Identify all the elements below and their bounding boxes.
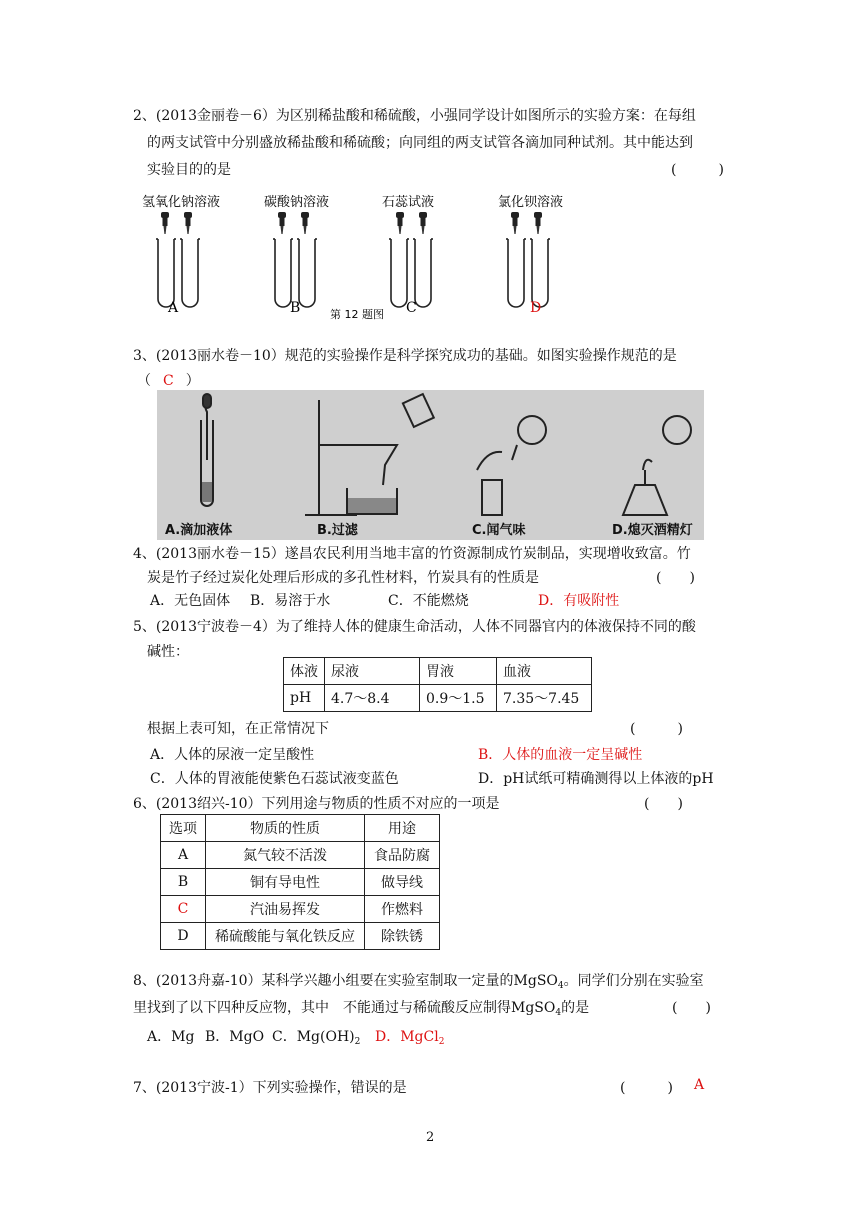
option-b-label: B [290, 300, 301, 316]
caption-a: A.滴加液体 [165, 523, 233, 538]
q2-line-2: 的两支试管中分别盛放稀盐酸和稀硫酸；向同组的两支试管各滴加同种试剂。其中能达到 [147, 135, 693, 151]
lab-operations-drawing [157, 390, 704, 540]
q8-line-2-subscript: 4 [555, 1008, 562, 1018]
q8-line-2 [133, 997, 589, 1018]
test-tube-figure [130, 188, 600, 323]
q6-line-1: 6、(2013绍兴-10）下列用途与物质的性质不对应的一项是 [133, 796, 500, 812]
q3-line-1: 3、(2013丽水卷－10）规范的实验操作是科学探究成功的基础。如图实验操作规范的是 [133, 348, 677, 364]
caption-d: D.熄灭酒精灯 [612, 523, 693, 538]
q8-line-1-subscript: 4 [557, 981, 564, 991]
caption-b: B.过滤 [317, 523, 358, 538]
q5-option-b: B．人体的血液一定呈碱性 [478, 747, 643, 763]
usage-cell: 食品防腐 [365, 842, 440, 869]
usage-table-row [161, 869, 440, 896]
tube-pair-c [389, 212, 433, 307]
q4-line-1: 4、(2013丽水卷－15）遂昌农民利用当地丰富的竹资源制成竹炭制品，实现增收致富。竹 [133, 546, 691, 562]
usage-header-cell: 物质的性质 [206, 815, 365, 842]
usage-cell: 铜有导电性 [206, 869, 365, 896]
q8-option-a: A．Mg [147, 1029, 195, 1045]
ph-header-cell: 体液 [284, 658, 325, 685]
caption-c: C.闻气味 [472, 523, 526, 538]
q8-option-c-text: C．Mg(OH) [272, 1029, 355, 1045]
option-a-label: A [168, 300, 179, 316]
usage-cell: 汽油易挥发 [206, 896, 365, 923]
usage-cell: 稀硫酸能与氧化铁反应 [206, 923, 365, 950]
q8-line-1-text: 8、(2013舟嘉-10）某科学兴趣小组要在实验室制取一定量的MgSO [133, 973, 558, 989]
ph-header-cell: 胃液 [420, 658, 497, 685]
ph-cell: 0.9～1.5 [420, 685, 497, 712]
ph-table-row [284, 685, 592, 712]
usage-cell: A [161, 842, 206, 869]
usage-cell: 氮气较不活泼 [206, 842, 365, 869]
q5-option-c: C．人体的胃液能使紫色石蕊试液变蓝色 [150, 771, 399, 787]
q2-line-1: 2、(2013金丽卷－6）为区别稀盐酸和稀硫酸，小强同学设计如图所示的实验方案：在每组 [133, 108, 696, 124]
figure-caption: 第 12 题图 [330, 308, 384, 321]
q5-line-1: 5、(2013宁波卷－4）为了维持人体的健康生命活动，人体不同器官内的体液保持不同的酸 [133, 619, 696, 635]
q8-option-c-subscript: 2 [354, 1037, 361, 1047]
tube-pair-b [273, 212, 317, 307]
q7-answer-paren: ( ) [620, 1080, 673, 1096]
q8-option-b: B．MgO [205, 1029, 265, 1045]
q3-answer-line [137, 370, 200, 390]
option-d-label: D [530, 300, 542, 316]
q4-option-a: A．无色固体 [150, 593, 231, 609]
ph-cell: 4.7～8.4 [325, 685, 420, 712]
q2-answer-paren: ( ) [671, 162, 724, 178]
option-c-label: C [406, 300, 417, 316]
q8-line-1 [133, 970, 704, 991]
usage-header-cell: 选项 [161, 815, 206, 842]
reagent-label-b: 碳酸钠溶液 [264, 195, 330, 210]
smelling-gas-illustration [477, 416, 546, 515]
dropping-liquid-illustration [201, 394, 213, 506]
ph-cell: 7.35～7.45 [497, 685, 592, 712]
q2-line-3: 实验目的的是 [147, 162, 231, 178]
usage-cell: B [161, 869, 206, 896]
q8-option-c [272, 1026, 360, 1047]
usage-table [160, 814, 440, 950]
alcohol-lamp-illustration [623, 416, 691, 515]
ph-cell: pH [284, 685, 325, 712]
usage-table-row [161, 896, 440, 923]
q4-option-c: C．不能燃烧 [388, 593, 469, 609]
q8-option-d-text: D．MgCl [375, 1029, 439, 1045]
q3-paren-close: ） [185, 373, 200, 389]
usage-table-header [161, 815, 440, 842]
q8-line-2-tail: 的是 [561, 1000, 590, 1016]
q4-option-b: B．易溶于水 [250, 593, 331, 609]
usage-table-row [161, 842, 440, 869]
ph-table-header [284, 658, 592, 685]
lab-operations-photo [157, 390, 704, 540]
usage-table-row [161, 923, 440, 950]
q4-answer-paren: ( ) [656, 570, 695, 586]
usage-cell: 做导线 [365, 869, 440, 896]
q7-line-1: 7、(2013宁波-1）下列实验操作，错误的是 [133, 1080, 407, 1096]
q7-answer: A [694, 1077, 705, 1093]
usage-cell: D [161, 923, 206, 950]
usage-cell: 作燃料 [365, 896, 440, 923]
q8-line-2-text: 里找到了以下四种反应物，其中 不能通过与稀硫酸反应制得MgSO [133, 1000, 556, 1016]
q4-option-d: D．有吸附性 [538, 593, 620, 609]
ph-header-cell: 血液 [497, 658, 592, 685]
q8-option-d [375, 1026, 444, 1047]
ph-header-cell: 尿液 [325, 658, 420, 685]
q5-line-3: 根据上表可知，在正常情况下 [147, 721, 329, 737]
filtration-illustration [305, 394, 434, 515]
q3-paren-open: （ [137, 373, 151, 389]
page-number: 2 [426, 1130, 435, 1145]
reagent-label-d: 氯化钡溶液 [498, 195, 564, 210]
reagent-label-c: 石蕊试液 [382, 195, 435, 210]
tube-pair-d [506, 212, 550, 307]
q3-answer: C [163, 373, 174, 389]
q8-option-d-subscript: 2 [438, 1037, 445, 1047]
q8-answer-paren: ( ) [672, 1000, 711, 1016]
q6-answer-paren: ( ) [644, 796, 683, 812]
q5-line-2: 碱性： [147, 644, 189, 660]
tube-pair-a [156, 212, 200, 307]
q5-option-d: D．pH试纸可精确测得以上体液的pH [478, 771, 714, 787]
usage-cell: 除铁锈 [365, 923, 440, 950]
q4-line-2: 炭是竹子经过炭化处理后形成的多孔性材料，竹炭具有的性质是 [147, 570, 539, 586]
reagent-label-a: 氢氧化钠溶液 [142, 195, 221, 210]
usage-cell-answer: C [161, 896, 206, 923]
q5-answer-paren: ( ) [630, 721, 683, 737]
ph-table [283, 657, 592, 712]
usage-header-cell: 用途 [365, 815, 440, 842]
q5-option-a: A．人体的尿液一定呈酸性 [150, 747, 315, 763]
q8-line-1-tail: 。同学们分别在实验室 [563, 973, 704, 989]
